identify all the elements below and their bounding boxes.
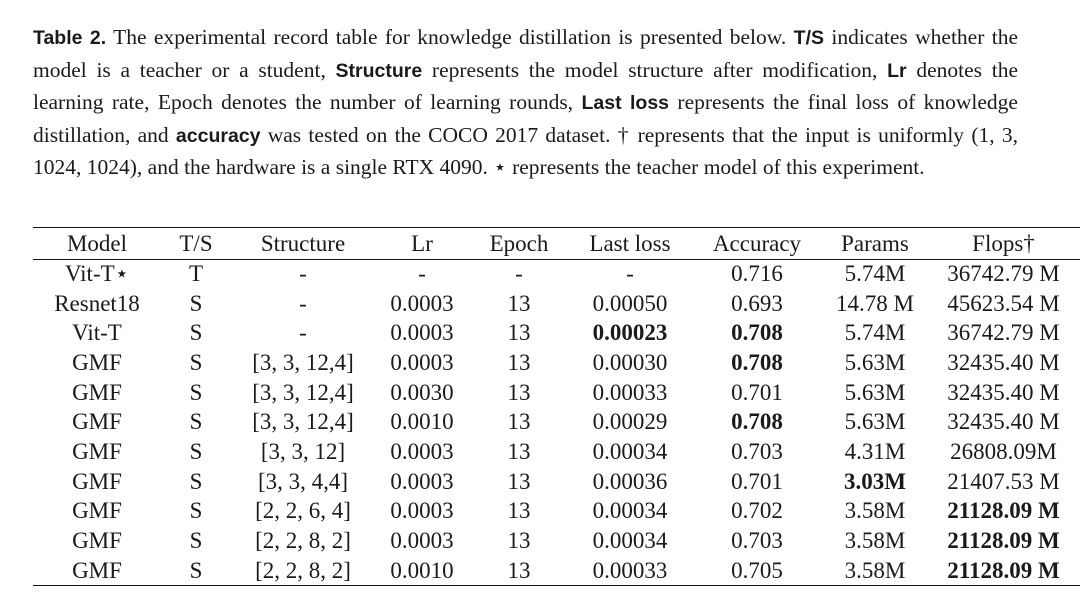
cell-lr: - [418, 261, 426, 287]
cell-epoch: 13 [507, 468, 531, 494]
cell-model: GMF [72, 528, 122, 554]
cell-model: GMF [72, 468, 122, 494]
cell-lr: 0.0010 [390, 409, 454, 435]
cell-last-loss: 0.00050 [592, 290, 668, 316]
cell-accuracy: 0.716 [731, 261, 783, 287]
cell-model: GMF [72, 409, 122, 435]
cell-model: GMF [72, 438, 122, 464]
cell-epoch: 13 [507, 438, 531, 464]
cell-lr: 0.0003 [390, 349, 454, 375]
cell-epoch: 13 [507, 349, 531, 375]
cell-flops: 21128.09 M [947, 557, 1060, 583]
cell-structure: [3, 3, 12] [260, 438, 346, 464]
cell-model: Vit-T⋆ [64, 261, 130, 287]
header-cell: Flops† [972, 230, 1035, 256]
cell-ts: S [189, 557, 203, 583]
cell-accuracy: 0.701 [731, 379, 783, 405]
cell-epoch: 13 [507, 320, 531, 346]
cell-last-loss: 0.00034 [592, 498, 668, 524]
cell-lr: 0.0010 [390, 557, 454, 583]
header-cell: Accuracy [712, 230, 802, 256]
table-row [33, 437, 1080, 467]
caption-text: denotes the learning rate, Epoch denotes the number of learning rounds, [33, 57, 1018, 115]
cell-ts: S [189, 320, 203, 346]
cell-accuracy: 0.702 [731, 498, 783, 524]
cell-params: 3.58M [844, 528, 906, 554]
caption-text: represents the final loss of knowledge distillation, and [33, 90, 1018, 147]
caption-text: The experimental record table for knowledge distillation is presented below. [106, 25, 794, 49]
cell-flops: 45623.54 M [947, 290, 1060, 316]
cell-params: 3.58M [844, 498, 906, 524]
cell-last-loss: 0.00034 [592, 438, 668, 464]
cell-params: 5.63M [844, 409, 906, 435]
cell-last-loss: 0.00033 [592, 557, 668, 583]
cell-ts: T [188, 261, 204, 287]
caption-keyword-structure: Structure [335, 59, 423, 82]
cell-structure: - [299, 261, 307, 287]
cell-ts: S [189, 379, 203, 405]
cell-params: 4.31M [844, 438, 906, 464]
cell-model: GMF [72, 379, 122, 405]
cell-params: 5.74M [844, 261, 906, 287]
cell-structure: [3, 3, 12,4] [252, 349, 354, 375]
results-table [33, 228, 1080, 586]
table-row [33, 556, 1080, 586]
cell-flops: 26808.09M [950, 438, 1057, 464]
cell-accuracy: 0.701 [731, 468, 783, 494]
table-row [33, 348, 1080, 378]
cell-flops: 21128.09 M [947, 498, 1060, 524]
cell-model: GMF [72, 349, 122, 375]
cell-accuracy: 0.693 [731, 290, 783, 316]
cell-flops: 36742.79 M [947, 320, 1060, 346]
cell-ts: S [189, 468, 203, 494]
table-header-row [33, 228, 1080, 259]
cell-model: GMF [72, 557, 122, 583]
table-row [33, 318, 1080, 348]
cell-params: 3.03M [844, 468, 906, 494]
header-cell: Epoch [489, 230, 549, 256]
cell-structure: [2, 2, 6, 4] [255, 498, 351, 524]
caption-keyword-ts: T/S [793, 27, 824, 49]
cell-ts: S [189, 498, 203, 524]
table-row [33, 289, 1080, 319]
cell-accuracy: 0.705 [731, 557, 783, 583]
cell-structure: [2, 2, 8, 2] [255, 528, 351, 554]
cell-epoch: 13 [507, 379, 531, 405]
cell-structure: [3, 3, 12,4] [252, 379, 354, 405]
cell-structure: - [299, 290, 307, 316]
caption-text: indicates whether the model is a teacher or a student, [33, 25, 1018, 82]
cell-last-loss: 0.00033 [592, 379, 668, 405]
cell-epoch: - [515, 261, 523, 287]
cell-structure: [3, 3, 4,4] [257, 468, 349, 494]
table-label: Table 2. [33, 27, 107, 49]
caption-text: was tested on the COCO 2017 dataset. † represents that the input is uniformly (1, 3, 1024, 1024), and the hardware is a single RTX 4090. ⋆ represents the teacher model of this experiment. [33, 122, 1018, 180]
cell-last-loss: 0.00023 [592, 320, 668, 346]
cell-lr: 0.0003 [390, 528, 454, 554]
cell-params: 5.74M [844, 320, 906, 346]
cell-ts: S [189, 438, 203, 464]
cell-params: 5.63M [844, 379, 906, 405]
table-row [33, 467, 1080, 497]
cell-lr: 0.0003 [390, 320, 454, 346]
cell-ts: S [189, 290, 203, 316]
cell-flops: 36742.79 M [947, 261, 1060, 287]
caption-keyword-lr: Lr [887, 59, 907, 82]
cell-lr: 0.0003 [390, 468, 454, 494]
cell-last-loss: 0.00029 [592, 409, 668, 435]
header-cell: Params [841, 230, 909, 256]
header-cell: Structure [260, 230, 346, 256]
header-cell: Last loss [589, 230, 671, 256]
caption-keyword-last-loss: Last loss [581, 92, 670, 115]
header-cell: Model [66, 230, 128, 256]
caption-keyword-accuracy: accuracy [175, 124, 261, 147]
cell-params: 3.58M [844, 557, 906, 583]
cell-accuracy: 0.708 [731, 349, 783, 375]
cell-last-loss: 0.00030 [592, 349, 668, 375]
table-row [33, 497, 1080, 527]
cell-accuracy: 0.703 [731, 528, 783, 554]
cell-flops: 32435.40 M [947, 349, 1060, 375]
table-row [33, 259, 1080, 289]
cell-epoch: 13 [507, 290, 531, 316]
cell-params: 14.78 M [836, 290, 914, 316]
cell-last-loss: 0.00034 [592, 528, 668, 554]
cell-last-loss: - [626, 261, 634, 287]
cell-structure: - [299, 320, 307, 346]
cell-model: GMF [72, 498, 122, 524]
cell-accuracy: 0.703 [731, 438, 783, 464]
cell-epoch: 13 [507, 557, 531, 583]
cell-accuracy: 0.708 [731, 320, 783, 346]
cell-params: 5.63M [844, 349, 906, 375]
cell-flops: 21407.53 M [947, 468, 1060, 494]
cell-ts: S [189, 409, 203, 435]
cell-lr: 0.0003 [390, 438, 454, 464]
cell-flops: 32435.40 M [947, 409, 1060, 435]
cell-lr: 0.0030 [390, 379, 454, 405]
cell-epoch: 13 [507, 498, 531, 524]
cell-model: Vit-T [72, 320, 122, 346]
cell-flops: 21128.09 M [947, 528, 1060, 554]
table-caption [33, 22, 1018, 184]
cell-lr: 0.0003 [390, 498, 454, 524]
table-row [33, 526, 1080, 556]
cell-ts: S [189, 349, 203, 375]
cell-structure: [3, 3, 12,4] [252, 409, 354, 435]
caption-text: represents the model structure after modification, [422, 57, 888, 82]
cell-lr: 0.0003 [390, 290, 454, 316]
table-row [33, 378, 1080, 408]
cell-flops: 32435.40 M [947, 379, 1060, 405]
header-cell: T/S [179, 230, 213, 256]
cell-structure: [2, 2, 8, 2] [255, 557, 351, 583]
cell-epoch: 13 [507, 528, 531, 554]
cell-accuracy: 0.708 [731, 409, 783, 435]
header-cell: Lr [411, 230, 433, 256]
table-row [33, 407, 1080, 437]
cell-model: Resnet18 [54, 290, 140, 316]
cell-epoch: 13 [507, 409, 531, 435]
cell-last-loss: 0.00036 [592, 468, 668, 494]
cell-ts: S [189, 528, 203, 554]
